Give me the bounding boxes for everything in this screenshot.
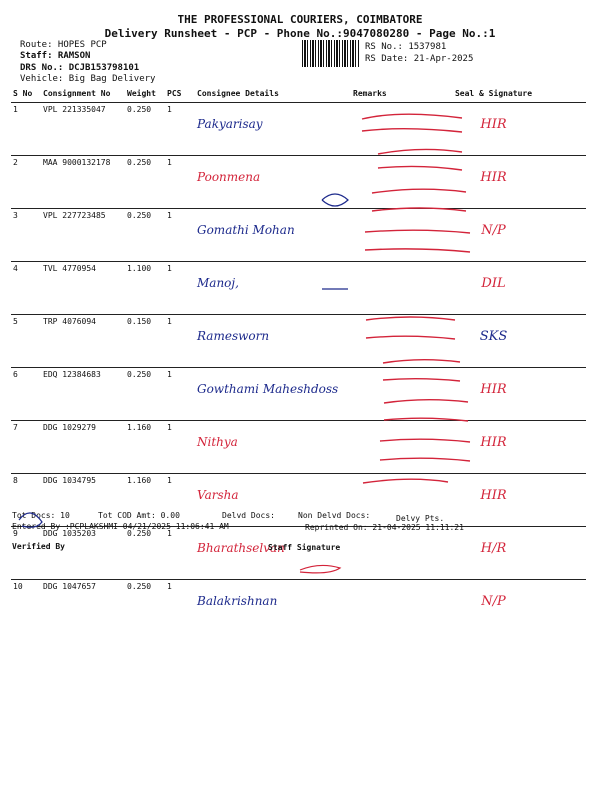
row-weight: 0.150 xyxy=(125,315,165,368)
row-pcs: 1 xyxy=(165,103,195,156)
staff-signature-label: Staff Signature xyxy=(268,543,341,552)
row-pcs: 1 xyxy=(165,368,195,421)
delvd-docs: Delvd Docs: xyxy=(222,511,275,520)
row-sno: 3 xyxy=(11,209,41,262)
row-sno: 4 xyxy=(11,262,41,315)
table-row xyxy=(11,421,586,474)
row-consignment-no: VPL 227723485 xyxy=(41,209,125,262)
row-pcs: 1 xyxy=(165,262,195,315)
table-row xyxy=(11,209,586,262)
row-consignment-no: VPL 221335047 xyxy=(41,103,125,156)
tot-cod: Tot COD Amt: 0.00 xyxy=(98,511,180,520)
row-consignment-no: EDQ 12384683 xyxy=(41,368,125,421)
table-row xyxy=(11,262,586,315)
row-consignment-no: TRP 4076094 xyxy=(41,315,125,368)
row-weight: 0.250 xyxy=(125,368,165,421)
row-pcs: 1 xyxy=(165,156,195,209)
row-seal: H/R xyxy=(401,527,586,580)
verified-by: Verified By xyxy=(12,542,65,551)
row-weight: 1.160 xyxy=(125,474,165,527)
row-weight: 0.250 xyxy=(125,156,165,209)
row-consignee: Nithya xyxy=(195,421,351,474)
row-consignee: Pakyarisay xyxy=(195,103,351,156)
row-consignee: Manoj, xyxy=(195,262,351,315)
row-sno: 5 xyxy=(11,315,41,368)
col-weight: Weight xyxy=(125,87,165,103)
row-consignee: Poonmena xyxy=(195,156,351,209)
row-remarks xyxy=(351,103,401,156)
staff: Staff: RAMSON xyxy=(20,51,91,61)
non-delvd-docs: Non Delvd Docs: xyxy=(298,511,371,520)
row-pcs: 1 xyxy=(165,474,195,527)
row-seal: SKS xyxy=(401,315,586,368)
row-seal: N/P xyxy=(481,594,506,609)
row-sno: 6 xyxy=(11,368,41,421)
row-weight: 0.250 xyxy=(125,209,165,262)
table-row xyxy=(11,156,586,209)
row-consignee: Gowthami Maheshdoss xyxy=(195,368,351,421)
row-seal: DIL xyxy=(401,262,586,315)
barcode xyxy=(302,40,359,67)
row-consignment-no: TVL 4770954 xyxy=(41,262,125,315)
delvy-pts: Delvy Pts. xyxy=(396,514,445,523)
row-consignment-no: DDG 1034795 xyxy=(41,474,125,527)
row-sno: 7 xyxy=(11,421,41,474)
row-weight: 0.250 xyxy=(125,527,165,580)
row-pcs: 1 xyxy=(165,315,195,368)
row-remarks xyxy=(351,262,401,315)
row-consignee: Balakrishnan xyxy=(197,594,278,608)
vehicle: Vehicle: Big Bag Delivery xyxy=(20,74,156,84)
row-pcs: 1 xyxy=(165,527,195,580)
row-seal: HIR xyxy=(401,474,586,527)
row-seal: HIR xyxy=(401,421,586,474)
col-seal: Seal & Signature xyxy=(401,87,586,103)
row-consignee: Gomathi Mohan xyxy=(195,209,351,262)
row-seal: HIR xyxy=(401,103,586,156)
table-row xyxy=(11,315,586,368)
row-remarks xyxy=(351,156,401,209)
row-weight: 0.250 xyxy=(127,582,152,591)
table-row xyxy=(11,103,586,156)
row-remarks xyxy=(351,580,401,633)
row-weight: 1.160 xyxy=(125,421,165,474)
row-sno: 10 xyxy=(13,582,23,591)
table-header-row xyxy=(11,87,586,103)
drs-number: DRS No.: DCJB153798101 xyxy=(20,63,140,73)
rs-number: RS No.: 1537981 xyxy=(365,42,447,52)
row-sno: 9 xyxy=(11,527,41,580)
row-weight: 1.100 xyxy=(125,262,165,315)
col-remarks: Remarks xyxy=(351,87,401,103)
runsheet-subtitle: Delivery Runsheet - PCP - Phone No.:9047080280 - Page No.:1 xyxy=(104,27,496,40)
entered-by: Entered By :PCPLAKSHMI 04/21/2025 11:06:41 AM xyxy=(12,522,229,531)
row-consignee: Varsha xyxy=(195,474,351,527)
row-remarks xyxy=(351,315,401,368)
row-remarks xyxy=(351,209,401,262)
col-consignee: Consignee Details xyxy=(195,87,351,103)
row-pcs: 1 xyxy=(167,582,172,591)
row-seal: N/P xyxy=(401,209,586,262)
row-consignment-no: DDG 1047657 xyxy=(43,582,96,591)
tot-docs: Tot Docs: 10 xyxy=(12,511,70,520)
row-remarks xyxy=(351,421,401,474)
row-seal: HIR xyxy=(401,368,586,421)
row-consignment-no: DDG 1035203 xyxy=(41,527,125,580)
route: Route: HOPES PCP xyxy=(20,40,107,50)
row-consignment-no: DDG 1029279 xyxy=(41,421,125,474)
col-sno: S No xyxy=(11,87,41,103)
rs-date: RS Date: 21-Apr-2025 xyxy=(365,54,474,64)
table-row xyxy=(11,527,586,580)
row-consignee: Bharathselvan xyxy=(195,527,351,580)
row-sno: 1 xyxy=(11,103,41,156)
row-sno: 2 xyxy=(11,156,41,209)
company-title: THE PROFESSIONAL COURIERS, COIMBATORE xyxy=(177,13,423,26)
table-row xyxy=(11,368,586,421)
row-weight: 0.250 xyxy=(125,103,165,156)
row-pcs: 1 xyxy=(165,421,195,474)
row-seal: HIR xyxy=(401,156,586,209)
row-remarks xyxy=(351,527,401,580)
row-consignment-no: MAA 9000132178 xyxy=(41,156,125,209)
col-pcs: PCS xyxy=(165,87,195,103)
reprinted-on: Reprinted On: 21-04-2025 11:11:21 xyxy=(305,523,464,532)
row-sno: 8 xyxy=(11,474,41,527)
col-consignment: Consignment No xyxy=(41,87,125,103)
table-row xyxy=(11,580,586,633)
row-consignee: Ramesworn xyxy=(195,315,351,368)
row-remarks xyxy=(351,368,401,421)
row-pcs: 1 xyxy=(165,209,195,262)
